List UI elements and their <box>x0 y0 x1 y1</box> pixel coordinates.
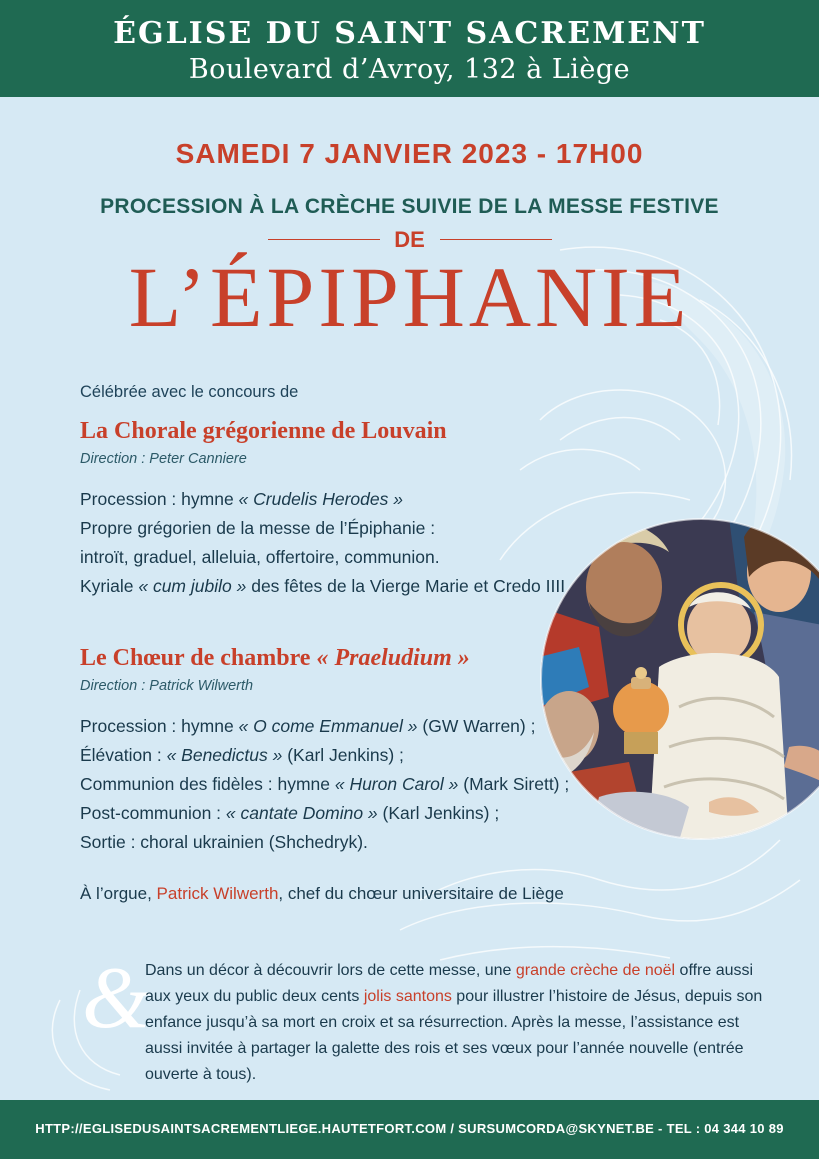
event-title: L’ÉPIPHANIE <box>128 249 691 345</box>
choir1-name: La Chorale grégorienne de Louvain <box>80 418 447 444</box>
choir1-director: Direction : Peter Canniere <box>80 451 247 467</box>
event-date: SAMEDI 7 JANVIER 2023 - 17H00 <box>175 138 644 169</box>
intro-text: Célébrée avec le concours de <box>80 383 299 401</box>
decor-paragraph: Dans un décor à découvrir lors de cette messe, une grande crèche de noël offre aussi aux yeux du public deux cents jolis santons pour illustrer l’histoire de Jésus, depuis son enfance jusqu’à sa mort en croix et sa résurrection. Après la messe, l’assistance est aussi invitée à partager la galette des rois et ses vœux pour l’année nouvelle (entrée ouverte à tous). <box>145 962 763 1083</box>
highlight-creche: grande crèche de noël <box>515 962 676 979</box>
program-line: Procession : hymne « Crudelis Herodes » <box>80 489 403 509</box>
event-subtitle: PROCESSION À LA CRÈCHE SUIVIE DE LA MESSE FESTIVE <box>100 195 719 218</box>
program-line: Post-communion : « cantate Domino » (Karl Jenkins) ; <box>80 803 500 823</box>
program-line: Sortie : choral ukrainien (Shchedryk). <box>80 832 368 852</box>
organist-name: Patrick Wilwerth <box>156 884 279 903</box>
program-line: Propre grégorien de la messe de l’Épiphanie : <box>80 518 436 538</box>
divider-right <box>440 239 552 240</box>
event-title-de: DE <box>394 227 425 252</box>
organist-line: À l’orgue, Patrick Wilwerth, chef du chœur universitaire de Liège <box>80 884 564 903</box>
program-line: Procession : hymne « O come Emmanuel » (GW Warren) ; <box>80 716 536 736</box>
program-line: Élévation : « Benedictus » (Karl Jenkins) ; <box>80 745 404 765</box>
church-name: ÉGLISE DU SAINT SACREMENT <box>113 16 706 51</box>
church-address: Boulevard d’Avroy, 132 à Liège <box>188 54 631 85</box>
choir2-name: Le Chœur de chambre « Praeludium » <box>80 645 470 671</box>
choir2-director: Direction : Patrick Wilwerth <box>80 678 254 694</box>
choir2-program <box>80 712 569 857</box>
ampersand-ornament: & <box>82 950 151 1047</box>
program-line: introït, graduel, alleluia, offertoire, communion. <box>80 547 440 567</box>
footer-contact: HTTP://EGLISEDUSAINTSACREMENTLIEGE.HAUTETFORT.COM / SURSUMCORDA@SKYNET.BE - TEL : 04 344 10 89 <box>35 1121 784 1136</box>
page-header <box>0 0 819 97</box>
program-line: Kyriale « cum jubilo » des fêtes de la Vierge Marie et Credo IIII <box>80 576 566 596</box>
choir1-program <box>80 485 565 601</box>
nativity-illustration <box>539 517 819 841</box>
highlight-santons: jolis santons <box>363 988 452 1005</box>
page-footer <box>0 1100 819 1159</box>
program-line: Communion des fidèles : hymne « Huron Carol » (Mark Sirett) ; <box>80 774 570 794</box>
